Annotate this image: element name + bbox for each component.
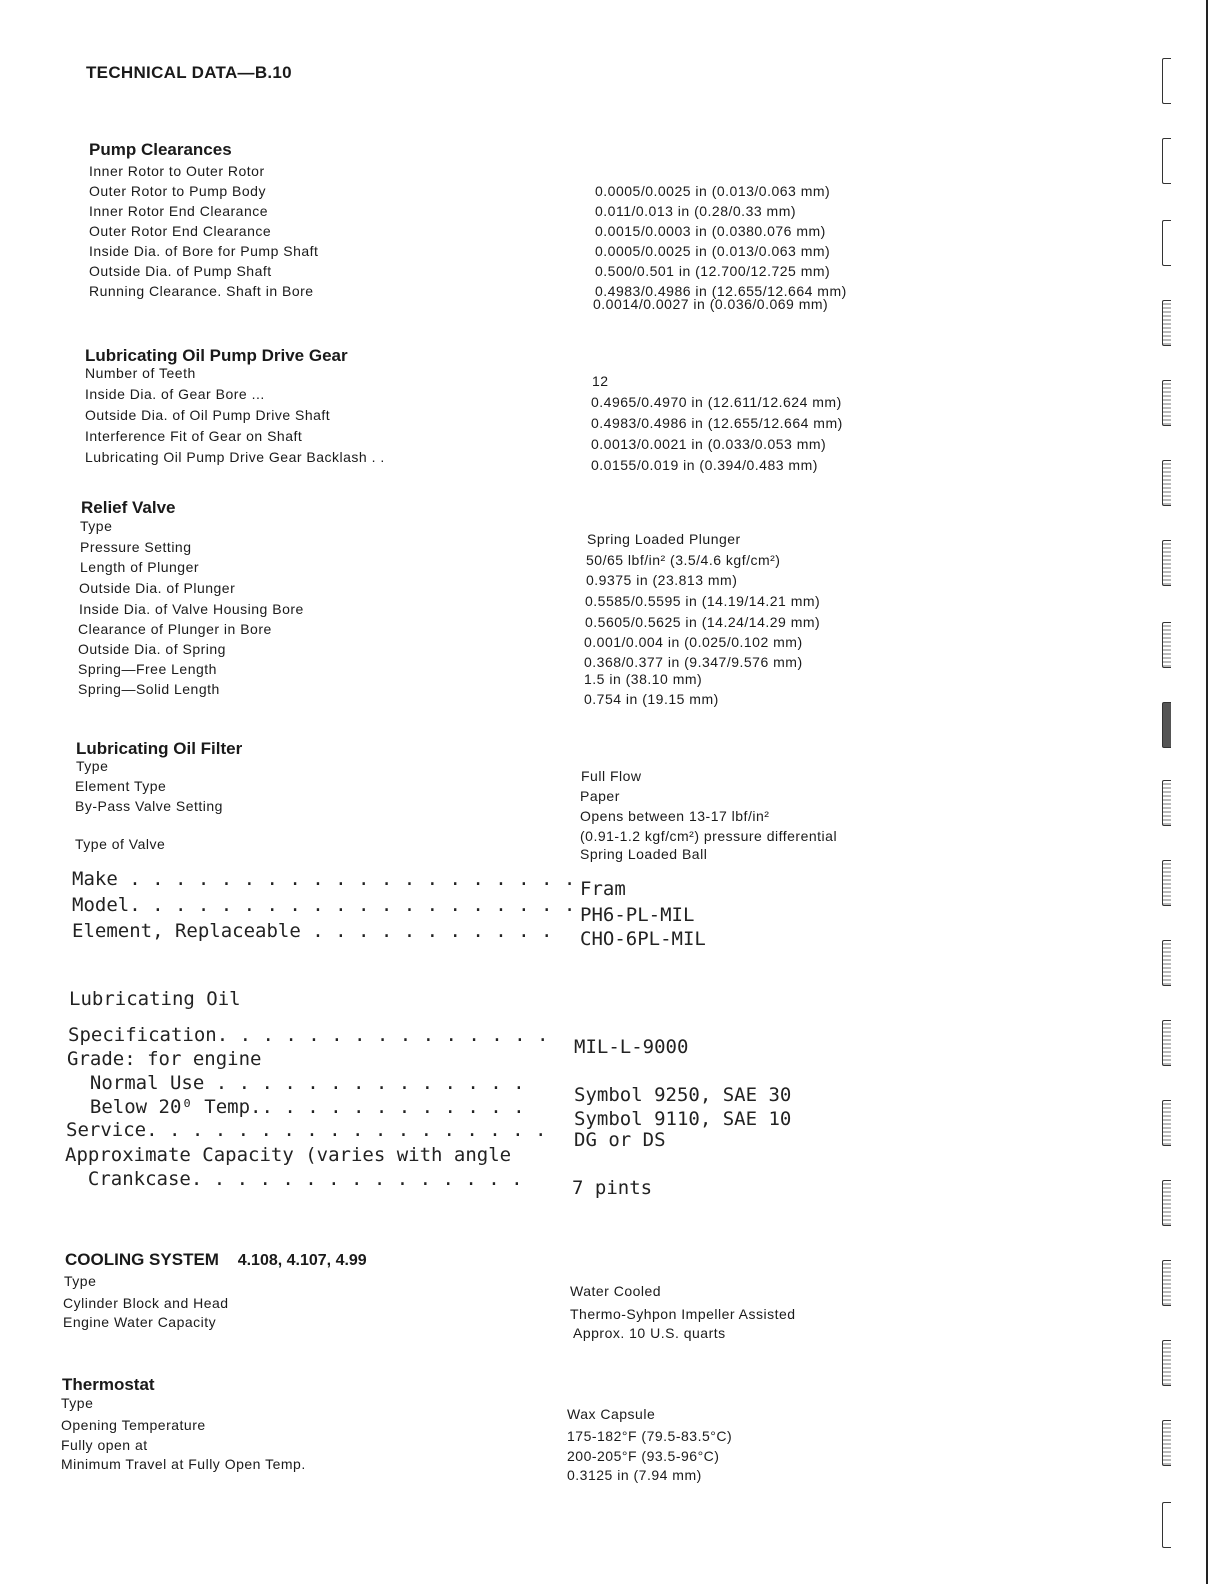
cooling-system-models: 4.108, 4.107, 4.99 [237, 1252, 367, 1269]
binder-ring [1162, 1502, 1171, 1548]
spec-label: Inner Rotor to Outer Rotor [89, 163, 265, 179]
spec-value: 200-205°F (93.5-96°C) [567, 1448, 720, 1464]
spec-value: 1.5 in (38.10 mm) [584, 671, 703, 687]
spec-value: 175-182°F (79.5-83.5°C) [567, 1428, 733, 1444]
spec-label: Type [80, 518, 113, 534]
spec-label: Spring—Free Length [78, 661, 217, 677]
spec-label: Outside Dia. of Plunger [79, 580, 236, 596]
page-title: TECHNICAL DATA—B.10 [86, 63, 292, 82]
typed-value: MIL-L-9000 [574, 1036, 689, 1058]
typed-value: CHO-6PL-MIL [580, 928, 706, 950]
spec-label: Length of Plunger [80, 559, 200, 575]
section-heading-cooling-system [65, 1250, 367, 1270]
spec-label: Outer Rotor End Clearance [89, 223, 272, 239]
binder-ring [1162, 1180, 1171, 1226]
typed-label: Crankcase. . . . . . . . . . . . . . . [65, 1168, 523, 1190]
typed-value: DG or DS [574, 1129, 666, 1151]
binder-ring [1162, 138, 1171, 184]
binder-ring [1162, 460, 1171, 506]
typed-label: Normal Use . . . . . . . . . . . . . . [67, 1072, 525, 1094]
binder-ring [1162, 1100, 1171, 1146]
spec-value: 0.0013/0.0021 in (0.033/0.053 mm) [591, 436, 827, 452]
spec-label: Fully open at [61, 1437, 148, 1453]
binder-ring [1162, 940, 1171, 986]
typed-label: Below 20⁰ Temp.. . . . . . . . . . . . [67, 1096, 525, 1118]
spec-value: 0.0014/0.0027 in (0.036/0.069 mm) [593, 296, 829, 312]
spec-label: Inside Dia. of Gear Bore ... [85, 386, 265, 402]
spec-value: 0.011/0.013 in (0.28/0.33 mm) [595, 203, 797, 219]
typed-label: Specification. . . . . . . . . . . . . . . [68, 1024, 549, 1046]
spec-value: Wax Capsule [567, 1406, 656, 1422]
typed-value: Symbol 9110, SAE 10 [574, 1108, 792, 1130]
section-heading-oil-pump-drive-gear: Lubricating Oil Pump Drive Gear [85, 346, 348, 365]
spec-label: Outside Dia. of Spring [78, 641, 226, 657]
spec-label: Minimum Travel at Fully Open Temp. [61, 1456, 306, 1472]
spec-value: Water Cooled [570, 1283, 662, 1299]
spec-label: Interference Fit of Gear on Shaft [85, 428, 303, 444]
spec-value: 0.0015/0.0003 in (0.0380.076 mm) [595, 223, 826, 239]
binder-ring [1162, 540, 1171, 586]
spec-label: Element Type [75, 778, 167, 794]
spec-value: 0.4983/0.4986 in (12.655/12.664 mm) [595, 283, 847, 299]
spec-label: Cylinder Block and Head [63, 1295, 229, 1311]
binder-ring [1162, 1340, 1171, 1386]
typed-label: Make . . . . . . . . . . . . . . . . . . . . [72, 868, 576, 890]
spec-value: 0.0005/0.0025 in (0.013/0.063 mm) [595, 183, 831, 199]
spec-value: Spring Loaded Plunger [587, 531, 741, 547]
spec-label: Spring—Solid Length [78, 681, 220, 697]
page-edge [1206, 0, 1208, 1584]
typed-label: Grade: for engine [67, 1048, 262, 1070]
binder-ring [1162, 220, 1171, 266]
spec-value: 0.0005/0.0025 in (0.013/0.063 mm) [595, 243, 831, 259]
spec-value: Full Flow [581, 768, 642, 784]
binder-ring [1162, 860, 1171, 906]
binder-ring [1162, 380, 1171, 426]
spec-label: Number of Teeth [85, 365, 196, 381]
spec-value: 0.4965/0.4970 in (12.611/12.624 mm) [591, 394, 842, 410]
spec-label: Inside Dia. of Bore for Pump Shaft [89, 243, 319, 259]
spec-value: 0.001/0.004 in (0.025/0.102 mm) [584, 634, 803, 650]
spec-label: Lubricating Oil Pump Drive Gear Backlash . . [85, 449, 385, 465]
section-heading-oil-filter: Lubricating Oil Filter [76, 739, 243, 758]
spec-label: Running Clearance. Shaft in Bore [89, 283, 314, 299]
typed-value: PH6-PL-MIL [580, 904, 695, 926]
spec-value: Paper [580, 788, 620, 804]
section-heading-thermostat: Thermostat [62, 1375, 155, 1394]
binder-ring [1162, 300, 1171, 346]
spec-label: Type [76, 758, 109, 774]
section-heading-pump-clearances: Pump Clearances [89, 140, 232, 159]
spec-label: Clearance of Plunger in Bore [78, 621, 272, 637]
section-heading-relief-valve: Relief Valve [81, 498, 176, 517]
typed-value: Fram [580, 878, 626, 900]
binder-ring [1162, 1020, 1171, 1066]
binder-ring [1162, 1260, 1171, 1306]
spec-value: Thermo-Syhpon Impeller Assisted [570, 1306, 796, 1322]
spec-value: 50/65 lbf/in² (3.5/4.6 kgf/cm²) [586, 552, 781, 568]
spec-label: Type [64, 1273, 97, 1289]
binder-ring [1162, 58, 1171, 104]
binder-ring [1162, 622, 1171, 668]
spec-value: (0.91-1.2 kgf/cm²) pressure differential [580, 828, 838, 844]
spec-label: Inner Rotor End Clearance [89, 203, 269, 219]
spec-value: Spring Loaded Ball [580, 846, 708, 862]
typed-label: Element, Replaceable . . . . . . . . . . . [72, 920, 553, 942]
typed-label: Service. . . . . . . . . . . . . . . . . . [66, 1119, 547, 1141]
cooling-system-title: COOLING SYSTEM [65, 1250, 219, 1269]
spec-value: 0.5605/0.5625 in (14.24/14.29 mm) [585, 614, 821, 630]
spec-value: 0.3125 in (7.94 mm) [567, 1467, 702, 1483]
spec-label: Type [61, 1395, 94, 1411]
spec-label: Opening Temperature [61, 1417, 206, 1433]
spec-value: 0.9375 in (23.813 mm) [586, 572, 738, 588]
section-heading-lubricating-oil: Lubricating Oil [69, 988, 241, 1010]
binder-ring [1162, 702, 1171, 748]
spec-label: Inside Dia. of Valve Housing Bore [79, 601, 304, 617]
typed-label: Model. . . . . . . . . . . . . . . . . . . . [72, 894, 576, 916]
typed-value: 7 pints [572, 1177, 653, 1199]
spec-label: Outside Dia. of Oil Pump Drive Shaft [85, 407, 331, 423]
spec-label: Outer Rotor to Pump Body [89, 183, 266, 199]
typed-label: Approximate Capacity (varies with angle [65, 1144, 512, 1166]
spec-value: 0.368/0.377 in (9.347/9.576 mm) [584, 654, 803, 670]
spec-value: Opens between 13-17 lbf/in² [580, 808, 770, 824]
spec-label: Pressure Setting [80, 539, 192, 555]
spec-label: Engine Water Capacity [63, 1314, 217, 1330]
spec-value: 12 [592, 373, 609, 389]
spec-value: Approx. 10 U.S. quarts [573, 1325, 726, 1341]
spec-label: By-Pass Valve Setting [75, 798, 223, 814]
spec-value: 0.0155/0.019 in (0.394/0.483 mm) [591, 457, 818, 473]
spec-label: Outside Dia. of Pump Shaft [89, 263, 272, 279]
spec-label: Type of Valve [75, 836, 166, 852]
typed-value: Symbol 9250, SAE 30 [574, 1084, 792, 1106]
spec-value: 0.754 in (19.15 mm) [584, 691, 719, 707]
spec-value: 0.4983/0.4986 in (12.655/12.664 mm) [591, 415, 843, 431]
spec-value: 0.500/0.501 in (12.700/12.725 mm) [595, 263, 831, 279]
binder-ring [1162, 1420, 1171, 1466]
binder-ring [1162, 780, 1171, 826]
spec-value: 0.5585/0.5595 in (14.19/14.21 mm) [585, 593, 821, 609]
